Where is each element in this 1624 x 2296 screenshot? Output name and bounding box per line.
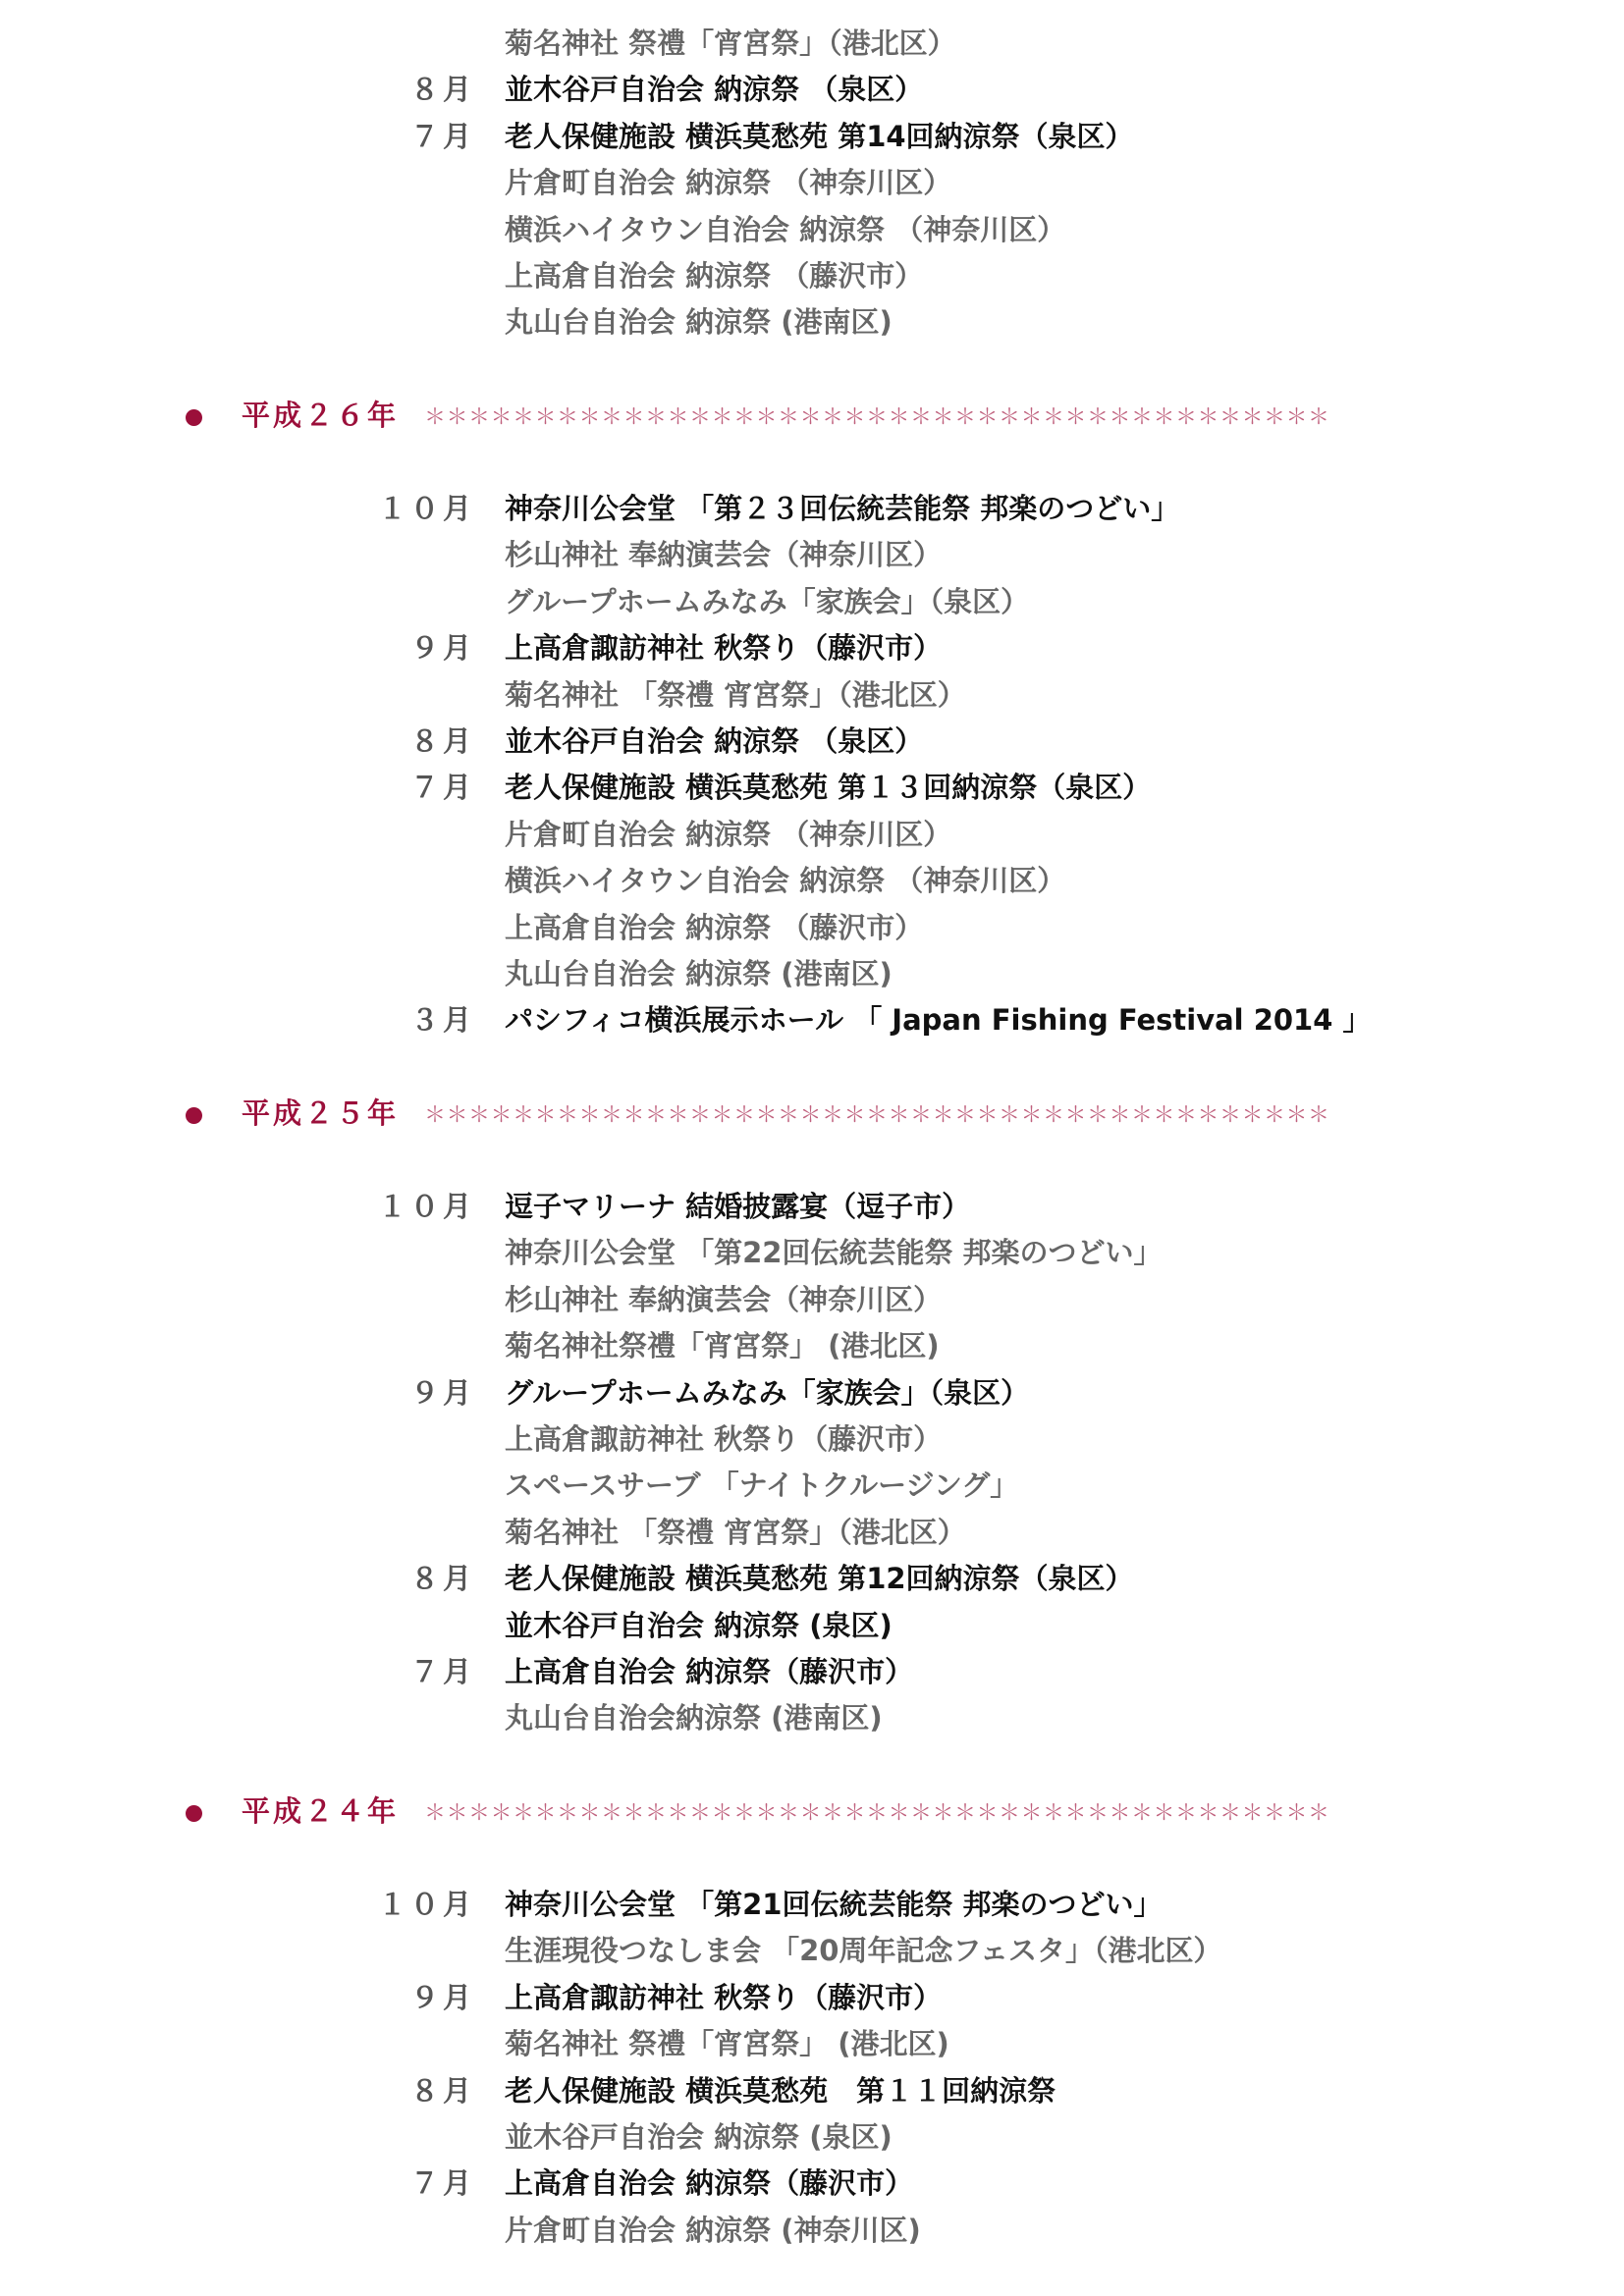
event-description: 横浜ハイタウン自治会 納涼祭 （神奈川区） [505, 212, 1066, 246]
event-entry [0, 904, 1624, 951]
event-description: 上高倉諏訪神社 秋祭り（藤沢市） [505, 1422, 943, 1456]
event-entry [0, 857, 1624, 904]
event-description: 老人保健施設 横浜莫愁苑 第１３回納涼祭（泉区） [505, 771, 1152, 805]
event-description: 逗子マリーナ 結婚披露宴（逗子市） [505, 1190, 971, 1223]
event-entry [0, 1694, 1624, 1741]
event-entry [0, 159, 1624, 206]
event-description: パシフィコ横浜展示ホール 「 Japan Fishing Festival 2014 」 [505, 1003, 1372, 1038]
event-description: 丸山台自治会納涼祭 (港南区) [505, 1701, 883, 1735]
event-entry [0, 1415, 1624, 1463]
event-entry [0, 1276, 1624, 1323]
event-entry [0, 1462, 1624, 1509]
decorative-asterisk-divider: ＊＊＊＊＊＊＊＊＊＊＊＊＊＊＊＊＊＊＊＊＊＊＊＊＊＊＊＊＊＊＊＊＊＊＊＊＊＊＊＊＊ [424, 1103, 1330, 1129]
event-month: ８月 [409, 2073, 475, 2108]
event-description: 菊名神社 「祭禮 宵宮祭」（港北区） [505, 1515, 966, 1549]
event-description: 並木谷戸自治会 納涼祭 (泉区) [505, 1608, 893, 1642]
event-description: 上高倉自治会 納涼祭 （藤沢市） [505, 259, 924, 293]
event-month: ７月 [409, 119, 475, 153]
event-month: ９月 [409, 631, 475, 666]
event-description: 上高倉自治会 納涼祭 （藤沢市） [505, 910, 924, 944]
event-description: 老人保健施設 横浜莫愁苑 第12回納涼祭（泉区） [505, 1562, 1134, 1596]
event-description: グループホームみなみ「家族会」（泉区） [505, 1375, 1030, 1410]
event-description: 上高倉自治会 納涼祭（藤沢市） [505, 1655, 914, 1688]
event-entry [0, 1881, 1624, 1928]
event-description: 神奈川公会堂 「第22回伝統芸能祭 邦楽のつどい」 [505, 1236, 1163, 1270]
event-entry [0, 1322, 1624, 1369]
event-entry [0, 485, 1624, 532]
year-heading: 平成２６年 [242, 399, 400, 433]
event-description: 神奈川公会堂 「第21回伝統芸能祭 邦楽のつどい」 [505, 1888, 1163, 1921]
event-description: 杉山神社 奉納演芸会（神奈川区） [505, 538, 943, 572]
event-description: 丸山台自治会 納涼祭 (港南区) [505, 957, 893, 990]
event-entry [0, 950, 1624, 997]
event-month: ８月 [409, 73, 475, 107]
event-description: 並木谷戸自治会 納涼祭 (泉区) [505, 2120, 893, 2154]
year-section-header [0, 1788, 1624, 1835]
event-entry [0, 671, 1624, 719]
bullet-icon [186, 1107, 202, 1124]
event-month: ８月 [409, 1562, 475, 1596]
event-entry [0, 66, 1624, 113]
year-heading: 平成２５年 [242, 1096, 400, 1131]
event-description: 神奈川公会堂 「第２３回伝統芸能祭 邦楽のつどい」 [505, 492, 1180, 525]
event-entry [0, 206, 1624, 253]
event-description: 並木谷戸自治会 納涼祭 （泉区） [505, 724, 924, 758]
event-description: 並木谷戸自治会 納涼祭 （泉区） [505, 73, 924, 107]
event-entry [0, 764, 1624, 811]
event-description: 菊名神社 祭禮「宵宮祭」（港北区） [505, 27, 956, 60]
event-entry [0, 811, 1624, 858]
event-entry [0, 113, 1624, 160]
event-month: ９月 [409, 1980, 475, 2014]
event-entry [0, 624, 1624, 671]
event-description: 上高倉自治会 納涼祭（藤沢市） [505, 2166, 914, 2201]
decorative-asterisk-divider: ＊＊＊＊＊＊＊＊＊＊＊＊＊＊＊＊＊＊＊＊＊＊＊＊＊＊＊＊＊＊＊＊＊＊＊＊＊＊＊＊＊ [424, 405, 1330, 431]
event-description: 横浜ハイタウン自治会 納涼祭 （神奈川区） [505, 864, 1066, 898]
event-entry [0, 1509, 1624, 1556]
event-entry [0, 2113, 1624, 2161]
event-description: 菊名神社 「祭禮 宵宮祭」（港北区） [505, 677, 966, 712]
event-entry [0, 20, 1624, 67]
event-month: １０月 [377, 492, 475, 525]
event-description: 片倉町自治会 納涼祭 （神奈川区） [505, 166, 952, 200]
event-entry [0, 2207, 1624, 2254]
event-entry [0, 1229, 1624, 1276]
event-month: ７月 [409, 771, 475, 805]
event-entry [0, 578, 1624, 625]
event-month: ８月 [409, 724, 475, 758]
event-description: 老人保健施設 横浜莫愁苑 第14回納涼祭（泉区） [505, 119, 1134, 153]
event-entry [0, 1974, 1624, 2021]
event-month: ７月 [409, 1655, 475, 1688]
year-section-header [0, 1090, 1624, 1137]
event-entry [0, 718, 1624, 765]
event-description: グループホームみなみ「家族会」（泉区） [505, 584, 1030, 618]
event-entry [0, 2020, 1624, 2067]
event-entry [0, 531, 1624, 578]
event-description: 杉山神社 奉納演芸会（神奈川区） [505, 1282, 943, 1316]
bullet-icon [186, 409, 202, 426]
event-entry [0, 1648, 1624, 1695]
event-description: 片倉町自治会 納涼祭 (神奈川区) [505, 2213, 921, 2247]
event-description: 丸山台自治会 納涼祭 (港南区) [505, 305, 893, 340]
event-month: １０月 [377, 1190, 475, 1223]
event-entry [0, 1927, 1624, 1974]
event-month: ３月 [409, 1003, 475, 1038]
event-entry [0, 252, 1624, 299]
event-description: 菊名神社 祭禮「宵宮祭」 (港北区) [505, 2027, 949, 2061]
event-entry [0, 298, 1624, 346]
event-entry [0, 1369, 1624, 1416]
bullet-icon [186, 1805, 202, 1822]
event-description: 片倉町自治会 納涼祭 （神奈川区） [505, 817, 952, 851]
event-description: 生涯現役つなしま会 「20周年記念フェスタ」（港北区） [505, 1934, 1222, 1968]
event-entry [0, 996, 1624, 1043]
event-entry [0, 1183, 1624, 1230]
year-heading: 平成２４年 [242, 1794, 400, 1829]
event-description: 老人保健施設 横浜莫愁苑 第１１回納涼祭 [505, 2073, 1056, 2108]
event-description: 上高倉諏訪神社 秋祭り（藤沢市） [505, 631, 943, 666]
event-month: ７月 [409, 2166, 475, 2201]
event-entry [0, 1602, 1624, 1649]
event-entry [0, 2160, 1624, 2207]
event-description: 菊名神社祭禮「宵宮祭」 (港北区) [505, 1329, 940, 1363]
event-entry [0, 2067, 1624, 2114]
year-section-header [0, 392, 1624, 439]
decorative-asterisk-divider: ＊＊＊＊＊＊＊＊＊＊＊＊＊＊＊＊＊＊＊＊＊＊＊＊＊＊＊＊＊＊＊＊＊＊＊＊＊＊＊＊＊ [424, 1801, 1330, 1827]
event-entry [0, 1555, 1624, 1602]
event-month: １０月 [377, 1888, 475, 1921]
event-description: スペースサーブ 「ナイトクルージング」 [505, 1468, 1019, 1503]
event-month: ９月 [409, 1375, 475, 1410]
event-description: 上高倉諏訪神社 秋祭り（藤沢市） [505, 1980, 943, 2014]
